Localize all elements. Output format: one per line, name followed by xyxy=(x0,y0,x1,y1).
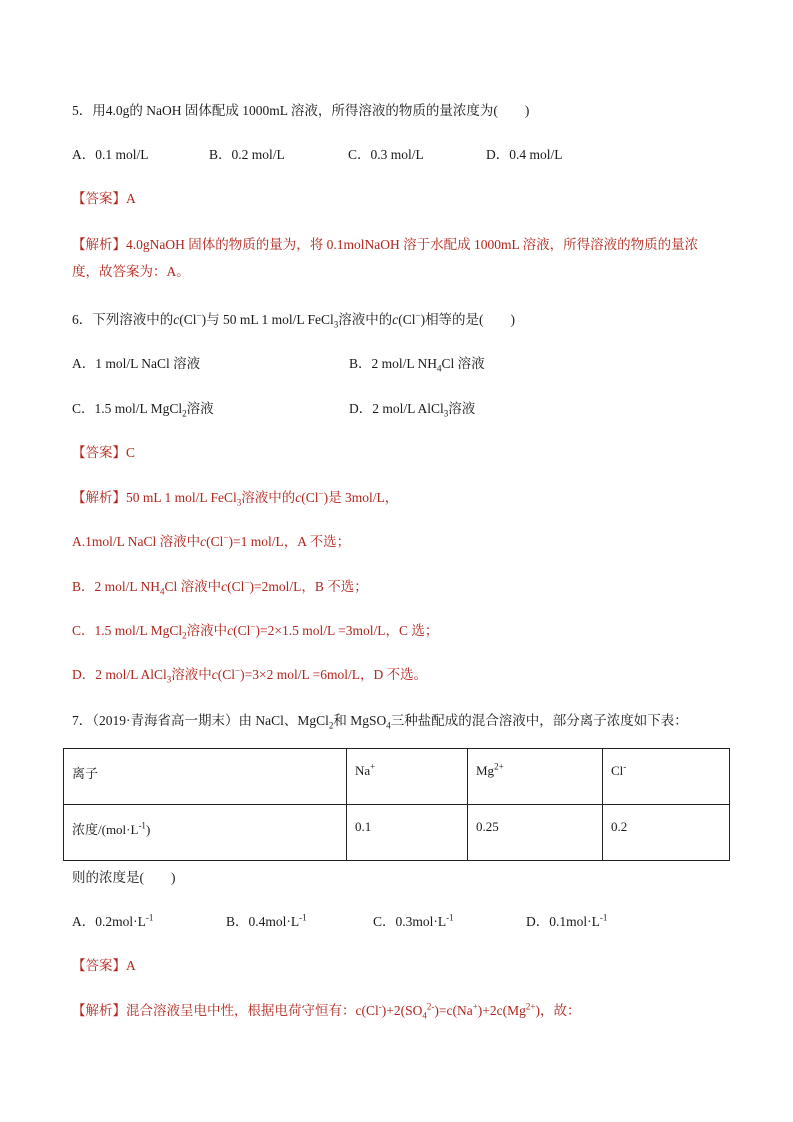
q6-option-a: A．1 mol/L NaCl 溶液 xyxy=(72,356,201,371)
q7-follow: 则的浓度是( ) xyxy=(72,870,176,885)
answer-tag: 【答案】 xyxy=(72,191,126,206)
cell-mg: 0.25 xyxy=(468,805,603,861)
answer-value: A xyxy=(126,958,136,973)
q6-option-d: D．2 mol/L AlCl$_3$溶液 xyxy=(349,401,476,419)
header-na: Na+ xyxy=(347,749,468,805)
answer-tag: 【答案】 xyxy=(72,445,126,460)
header-mg: $Mg^{2+}$ xyxy=(468,749,603,805)
q7-analysis: 【解析】混合溶液呈电中性，根据电荷守恒有：$c(Cl^-)+2(SO_4^{2-})=c(Na^+)+2c(Mg^{2+})$，故： xyxy=(72,1001,581,1021)
q5-option-a: A．0.1 mol/L xyxy=(72,147,149,162)
q5-option-c: C．0.3 mol/L xyxy=(348,147,424,162)
answer-tag: 【答案】 xyxy=(72,958,126,973)
q6-analysis-line-b: B．2 mol/L $NH_4Cl$ 溶液中c(Cl−)=2mol/L，B 不选； xyxy=(72,577,368,597)
cell-cl: 0.2 xyxy=(603,805,730,861)
answer-value: A xyxy=(126,191,136,206)
q6-analysis-line-a: A.1mol/L NaCl 溶液中c(Cl−)=1 mol/L，A 不选； xyxy=(72,532,351,549)
analysis-tag: 【解析】 xyxy=(72,1003,126,1018)
q7-stem: 7．（2019·青海省高一期末）由 NaCl、MgCl$_2$和 MgSO$_4$三种盐配成的混合溶液中，部分离子浓度如下表： xyxy=(72,713,688,731)
q7-answer xyxy=(72,956,136,976)
cell-na: 0.1 xyxy=(347,805,468,861)
q5-analysis xyxy=(72,231,722,285)
ion-concentration-table xyxy=(63,748,730,861)
q6-stem: 6．下列溶液中的c(Cl−)与 50 mL 1 mol/L FeCl$_3$溶液中的c(Cl−)相等的是( ) xyxy=(72,310,516,330)
q6-option-b: B．2 mol/L $NH_4Cl$ 溶液 xyxy=(349,356,485,374)
q5-option-b: B．0.2 mol/L xyxy=(209,147,285,162)
table-row xyxy=(64,805,730,861)
q7-option-d: D．$0.1mol\cdot L^{-1}$ xyxy=(526,912,608,929)
q6-analysis-line-d: D．2 mol/L AlCl$_3$溶液中c(Cl−)=3×2 mol/L =6mol/L，D 不选。 xyxy=(72,665,428,685)
q7-option-b: B．$0.4mol\cdot L^{-1}$ xyxy=(226,912,307,929)
q6-analysis-line-0: 【解析】50 mL 1 mol/L FeCl$_3$溶液中的c(Cl−)是 3mol/L， xyxy=(72,488,399,508)
q5-option-d: D．0.4 mol/L xyxy=(486,147,563,162)
row-label: 浓度$/(mol\cdot L^{-1})$ xyxy=(64,805,347,861)
q5-answer xyxy=(72,189,136,209)
header-ion: 离子 xyxy=(64,749,347,805)
analysis-text: 4.0gNaOH 固体的物质的量为，将 0.1molNaOH 溶于水配成 1000mL 溶液，所得溶液的物质的量浓度，故答案为：A。 xyxy=(72,237,699,279)
analysis-tag: 【解析】 xyxy=(72,490,126,505)
q6-answer xyxy=(72,443,135,463)
answer-value: C xyxy=(126,445,136,460)
q6-option-c: C．1.5 mol/L MgCl$_2$溶液 xyxy=(72,401,214,419)
analysis-tag: 【解析】 xyxy=(72,237,126,252)
table-header-row xyxy=(64,749,730,805)
q7-option-c: C．$0.3mol\cdot L^{-1}$ xyxy=(373,912,454,929)
q7-option-a: A．$0.2mol\cdot L^{-1}$ xyxy=(72,912,154,929)
header-cl: Cl- xyxy=(603,749,730,805)
q6-analysis-line-c: C．1.5 mol/L MgCl$_2$溶液中c(Cl−)=2×1.5 mol/L =3mol/L，C 选； xyxy=(72,621,439,641)
q5-stem: 5．用4.0g的 NaOH 固体配成 1000mL 溶液，所得溶液的物质的量浓度为( ) xyxy=(72,103,530,118)
